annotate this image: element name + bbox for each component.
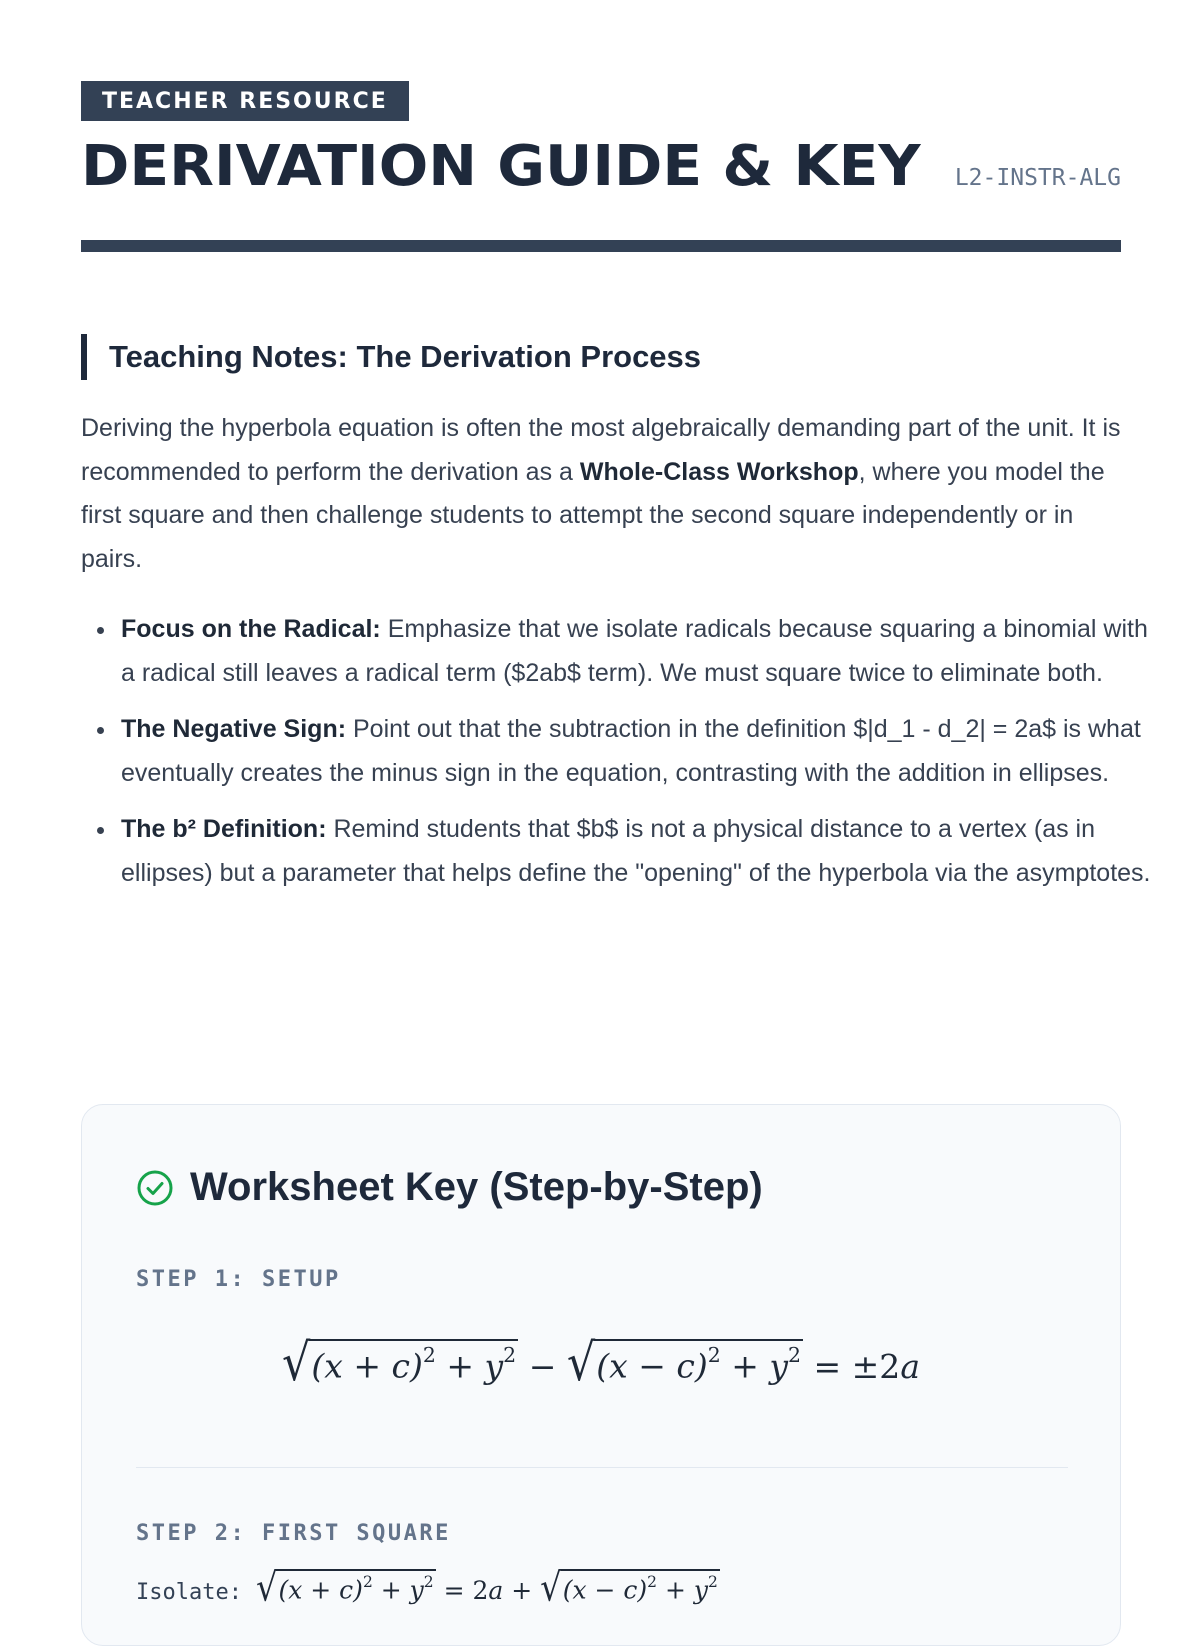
list-item <box>121 708 1161 795</box>
intro-text-part1: Deriving the hyperbola equation is often the most algebraically demanding part of the unit. It is recommended to perform the derivation as a <box>81 414 1121 486</box>
radical: √ $(x - c)^2 + y^2$ <box>566 1332 802 1393</box>
radical: √ $(x + c)^2 + y^2$ <box>282 1332 517 1393</box>
note-text: Emphasize that we isolate radicals because squaring a binomial with a radical still leaves a radical term ($2ab$ term). We must square twice to eliminate both. <box>121 615 1148 687</box>
step-1-label: STEP 1: SETUP <box>136 1267 341 1292</box>
teaching-notes-list <box>81 608 1161 908</box>
worksheet-key-title: Worksheet Key (Step-by-Step) <box>190 1165 763 1209</box>
list-item <box>121 608 1161 695</box>
radical: √ $(x + c)^2 + y^2$ <box>255 1564 434 1610</box>
note-label: The Negative Sign: <box>121 715 347 743</box>
note-text: Point out that the subtraction in the definition $|d_1 - d_2| = 2a$ is what eventually creates the minus sign in the equation, contrasting with the addition in ellipses. <box>121 715 1141 787</box>
teacher-resource-badge: TEACHER RESOURCE <box>81 81 409 121</box>
step-2-isolate-row <box>136 1564 720 1610</box>
title-row <box>81 134 1121 199</box>
radical: √ $(x - c)^2 + y^2$ <box>540 1564 718 1610</box>
worksheet-key-header <box>136 1165 763 1210</box>
step-divider <box>136 1467 1068 1468</box>
step-2-equation: √ $(x + c)^2 + y^2$ = 2a + √ $(x - c)^2 + y^2$ <box>255 1564 718 1610</box>
isolate-label: Isolate: <box>136 1579 242 1605</box>
step-1-equation: √ $(x + c)^2 + y^2$ − √ $(x - c)^2 + y^2$ = ±2a <box>282 1332 920 1393</box>
worksheet-key-card <box>81 1104 1121 1646</box>
intro-paragraph <box>81 407 1121 581</box>
intro-text-part2: , where you model the first square and then challenge students to attempt the second square independently or in pairs. <box>81 457 1105 573</box>
list-item <box>121 808 1161 895</box>
teaching-notes-heading: Teaching Notes: The Derivation Process <box>81 334 701 380</box>
header-divider <box>81 240 1121 252</box>
note-label: The b² Definition: <box>121 815 327 843</box>
note-text: Remind students that $b$ is not a physical distance to a vertex (as in ellipses) but a parameter that helps define the "opening" of the hyperbola via the asymptotes. <box>121 815 1151 887</box>
note-label: Focus on the Radical: <box>121 615 381 643</box>
intro-bold-text: Whole-Class Workshop <box>579 457 859 486</box>
check-circle-icon <box>136 1169 174 1207</box>
document-code: L2-INSTR-ALG <box>954 165 1121 191</box>
page-title: DERIVATION GUIDE & KEY <box>81 134 921 199</box>
step-2-label: STEP 2: FIRST SQUARE <box>136 1521 451 1546</box>
